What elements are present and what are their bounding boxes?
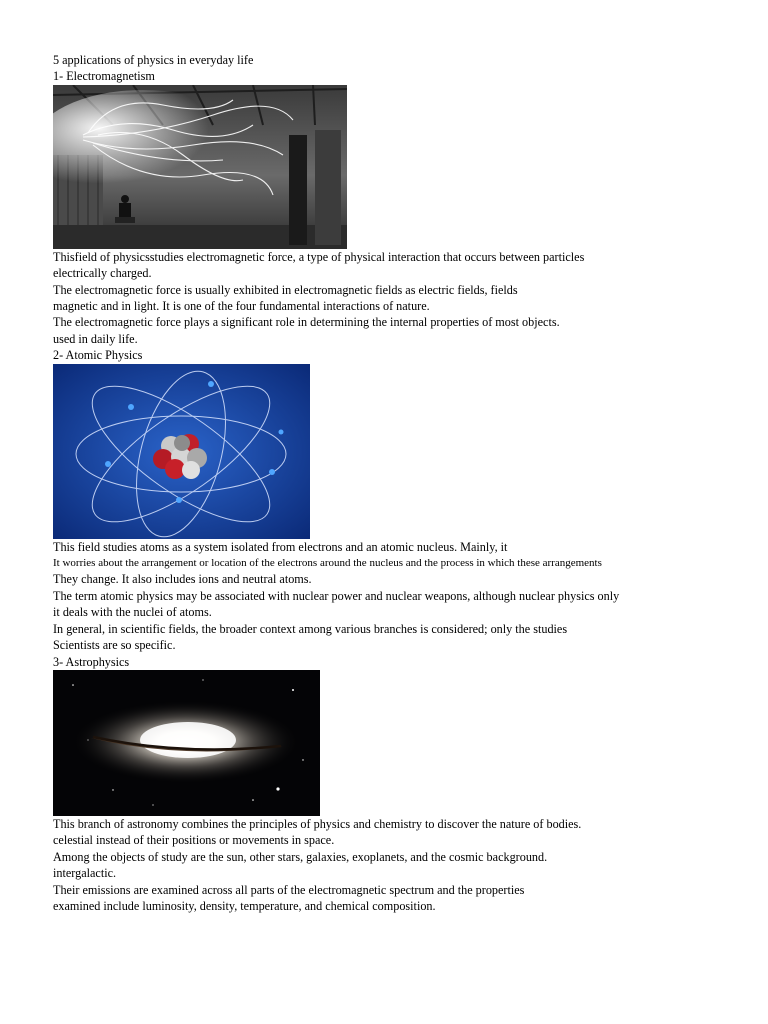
paragraph-line: celestial instead of their positions or movements in space. <box>53 833 335 848</box>
atom-image <box>53 364 310 539</box>
paragraph-line: The term atomic physics may be associated with nuclear power and nuclear weapons, although nuclear physics only <box>53 588 620 603</box>
paragraph-line: It worries about the arrangement or location of the electrons around the nucleus and the process in which these arrangements <box>53 557 602 570</box>
paragraph-line: electrically charged. <box>53 266 152 281</box>
paragraph-line: The electromagnetic force is usually exhibited in electromagnetic fields as electric fields, fields <box>53 282 518 297</box>
section-heading-astrophysics: 3- Astrophysics <box>53 654 130 669</box>
paragraph-line: intergalactic. <box>53 866 117 881</box>
galaxy-image <box>53 670 320 816</box>
paragraph-line: This branch of astronomy combines the principles of physics and chemistry to discover the nature of bodies. <box>53 816 582 831</box>
sombrero-galaxy-photo <box>53 670 320 816</box>
paragraph-line: Their emissions are examined across all parts of the electromagnetic spectrum and the properties <box>53 882 525 897</box>
paragraph-line: it deals with the nuclei of atoms. <box>53 605 212 620</box>
document-page <box>53 52 733 914</box>
section-heading-atomic-physics: 2- Atomic Physics <box>53 348 143 363</box>
section-heading-electromagnetism: 1- Electromagnetism <box>53 69 155 84</box>
paragraph-line: Scientists are so specific. <box>53 638 176 653</box>
tesla-lab-image <box>53 85 347 249</box>
paragraph-line: They change. It also includes ions and neutral atoms. <box>53 572 312 587</box>
paragraph-line: This field studies atoms as a system isolated from electrons and an atomic nucleus. Mainly, it <box>53 539 508 554</box>
paragraph-line: Among the objects of study are the sun, other stars, galaxies, exoplanets, and the cosmic background. <box>53 849 548 864</box>
paragraph-line: used in daily life. <box>53 331 138 346</box>
paragraph-line: Thisfield of physicsstudies electromagnetic force, a type of physical interaction that occurs between particles <box>53 249 585 264</box>
document-title: 5 applications of physics in everyday life <box>53 53 254 67</box>
paragraph-line: In general, in scientific fields, the broader context among various branches is considered; only the studies <box>53 621 568 636</box>
tesla-lab-electrical-discharge-photo <box>53 85 347 249</box>
paragraph-line: magnetic and in light. It is one of the four fundamental interactions of nature. <box>53 299 430 314</box>
paragraph-line: The electromagnetic force plays a significant role in determining the internal properties of most objects. <box>53 315 560 330</box>
atom-model-illustration <box>53 364 310 539</box>
paragraph-line: examined include luminosity, density, temperature, and chemical composition. <box>53 898 436 913</box>
